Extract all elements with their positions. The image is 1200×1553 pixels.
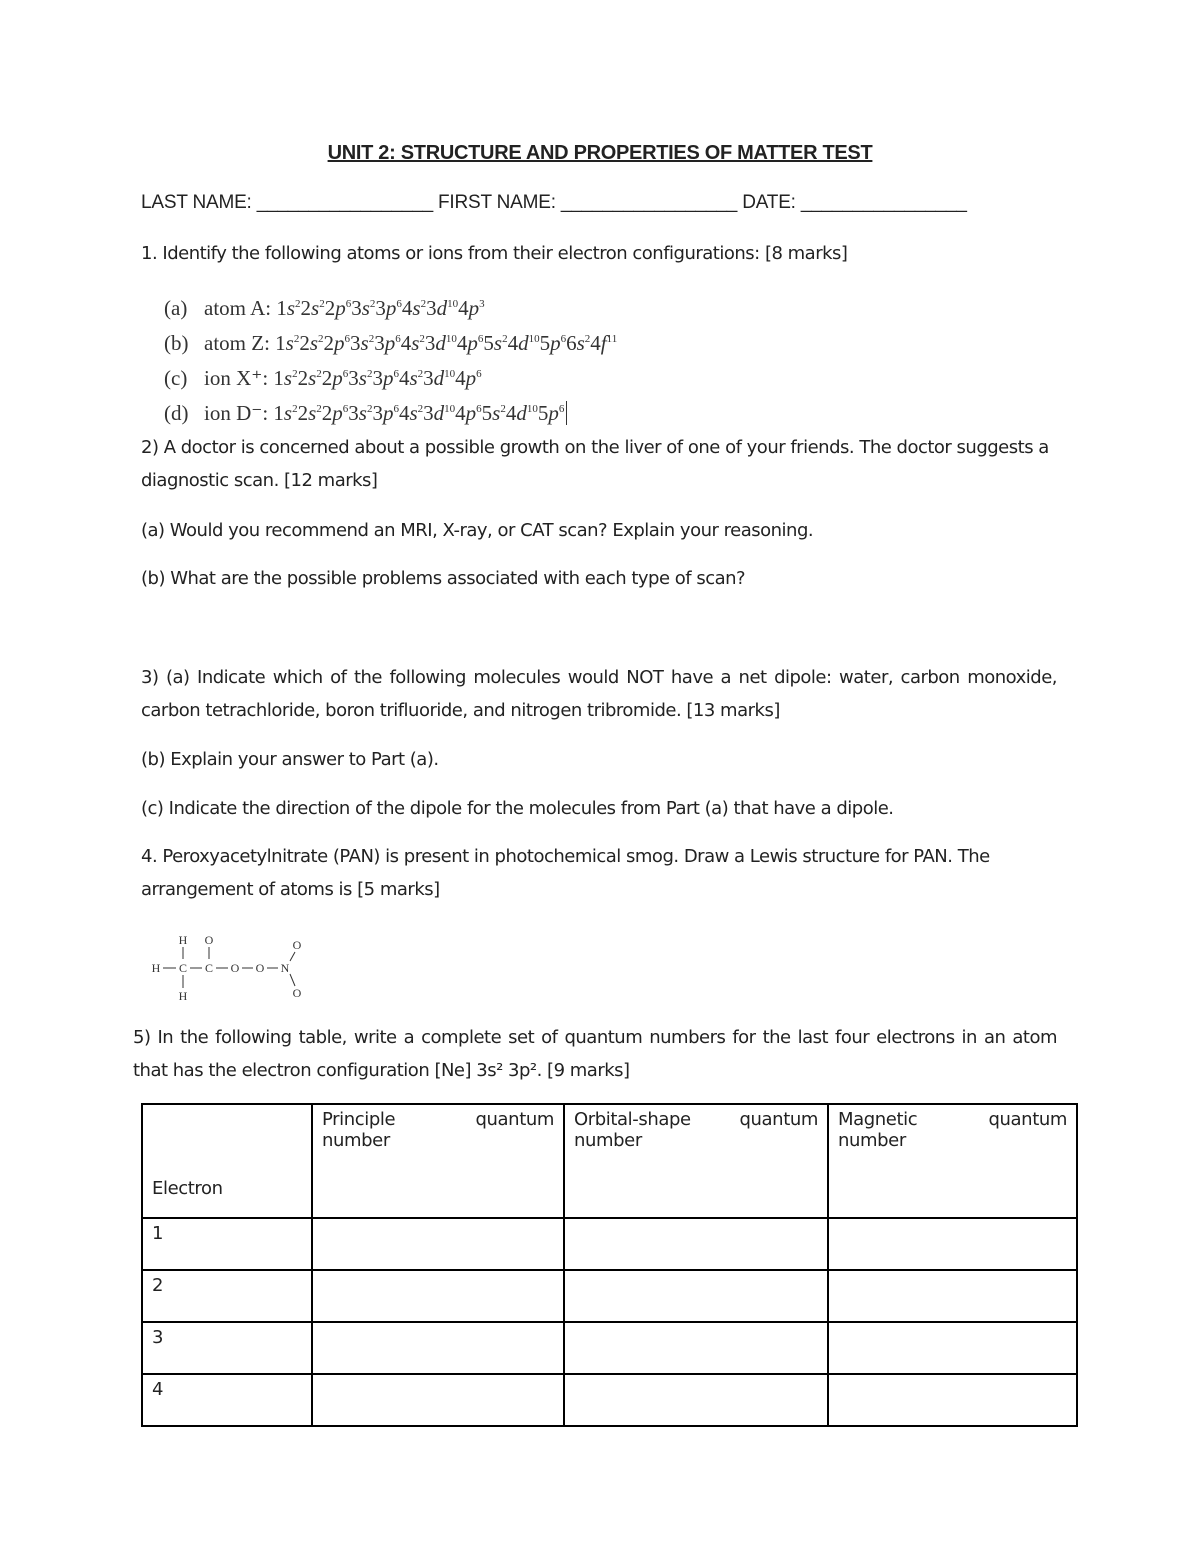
row-electron-number: 3 (142, 1322, 312, 1374)
table-row (142, 1322, 1077, 1374)
question-5-text: 5) In the following table, write a complete set of quantum numbers for the last four electrons in an atom that has the electron configuration [Ne] 3s² 3p². [9 marks] (133, 1027, 1057, 1081)
question-3c: (c) Indicate the direction of the dipole for the molecules from Part (a) that have a dipole. (141, 798, 894, 819)
table-row (142, 1270, 1077, 1322)
question-1-text: 1. Identify the following atoms or ions from their electron configurations: [8 marks] (141, 243, 848, 264)
atom-o-ester: O (230, 961, 240, 975)
electron-configurations (164, 289, 724, 429)
row-electron-number: 4 (142, 1374, 312, 1426)
header-principle: Principle quantum number (312, 1104, 564, 1218)
atom-o-peroxy: O (255, 961, 265, 975)
question-3-text: 3) (a) Indicate which of the following molecules would NOT have a net dipole: water, carbon monoxide, carbon tetrachloride, boron trifluoride, and nitrogen tribromide. [13 marks] (141, 667, 1057, 721)
page-title: UNIT 2: STRUCTURE AND PROPERTIES OF MATTER TEST (327, 142, 873, 164)
question-3b: (b) Explain your answer to Part (a). (141, 749, 439, 770)
name-date-line: LAST NAME: _________________ FIRST NAME: _________________ DATE: ________________ (141, 192, 967, 213)
row-electron-number: 2 (142, 1270, 312, 1322)
header-electron: Electron (142, 1104, 312, 1218)
answer-cell[interactable] (564, 1322, 828, 1374)
question-4-text: 4. Peroxyacetylnitrate (PAN) is present in photochemical smog. Draw a Lewis structure for PAN. The arrangement of atoms is [5 marks] (141, 846, 990, 900)
atom-o-carbonyl: O (204, 933, 214, 947)
atom-h-left: H (151, 961, 161, 975)
atom-h-bottom: H (178, 989, 188, 1003)
answer-cell[interactable] (312, 1218, 564, 1270)
answer-cell[interactable] (312, 1270, 564, 1322)
row-electron-number: 1 (142, 1218, 312, 1270)
config-b: (b) atom Z: $1s^22s^22p^63s^23p^64s^23d^{10}4p^65s^24d^{10}5p^66s^24f^{11}$ (164, 331, 618, 355)
answer-cell[interactable] (828, 1322, 1077, 1374)
config-d: (d) ion D⁻: $1s^22s^22p^63s^23p^64s^23d^{10}4p^65s^24d^{10}5p^6$ (164, 394, 724, 429)
table-row (142, 1218, 1077, 1270)
table-header-row (142, 1104, 1077, 1218)
atom-n: N (280, 961, 290, 975)
answer-cell[interactable] (564, 1270, 828, 1322)
answer-cell[interactable] (312, 1374, 564, 1426)
question-2a: (a) Would you recommend an MRI, X-ray, or CAT scan? Explain your reasoning. (141, 520, 814, 541)
atom-o-nitro-bottom: O (292, 986, 302, 1000)
question-2-text: 2) A doctor is concerned about a possible growth on the liver of one of your friends. The doctor suggests a diagnostic scan. [12 marks] (141, 437, 1049, 491)
answer-cell[interactable] (828, 1374, 1077, 1426)
header-magnetic: Magnetic quantum number (828, 1104, 1077, 1218)
quantum-numbers-table (141, 1103, 1078, 1427)
answer-cell[interactable] (312, 1322, 564, 1374)
atom-h-top: H (178, 933, 188, 947)
answer-cell[interactable] (564, 1218, 828, 1270)
answer-cell[interactable] (828, 1218, 1077, 1270)
atom-o-nitro-top: O (292, 938, 302, 952)
atom-c-methyl: C (178, 961, 188, 975)
question-2b: (b) What are the possible problems associated with each type of scan? (141, 568, 746, 589)
table-row (142, 1374, 1077, 1426)
config-a: (a) atom A: $1s^22s^22p^63s^23p^64s^23d^{10}4p^3$ (164, 296, 485, 320)
answer-cell[interactable] (564, 1374, 828, 1426)
answer-cell[interactable] (828, 1270, 1077, 1322)
header-orbital-shape: Orbital-shape quantum number (564, 1104, 828, 1218)
config-c: (c) ion X⁺: $1s^22s^22p^63s^23p^64s^23d^{10}4p^6$ (164, 366, 482, 390)
pan-atom-arrangement-diagram (148, 930, 308, 1004)
atom-c-carbonyl: C (204, 961, 214, 975)
